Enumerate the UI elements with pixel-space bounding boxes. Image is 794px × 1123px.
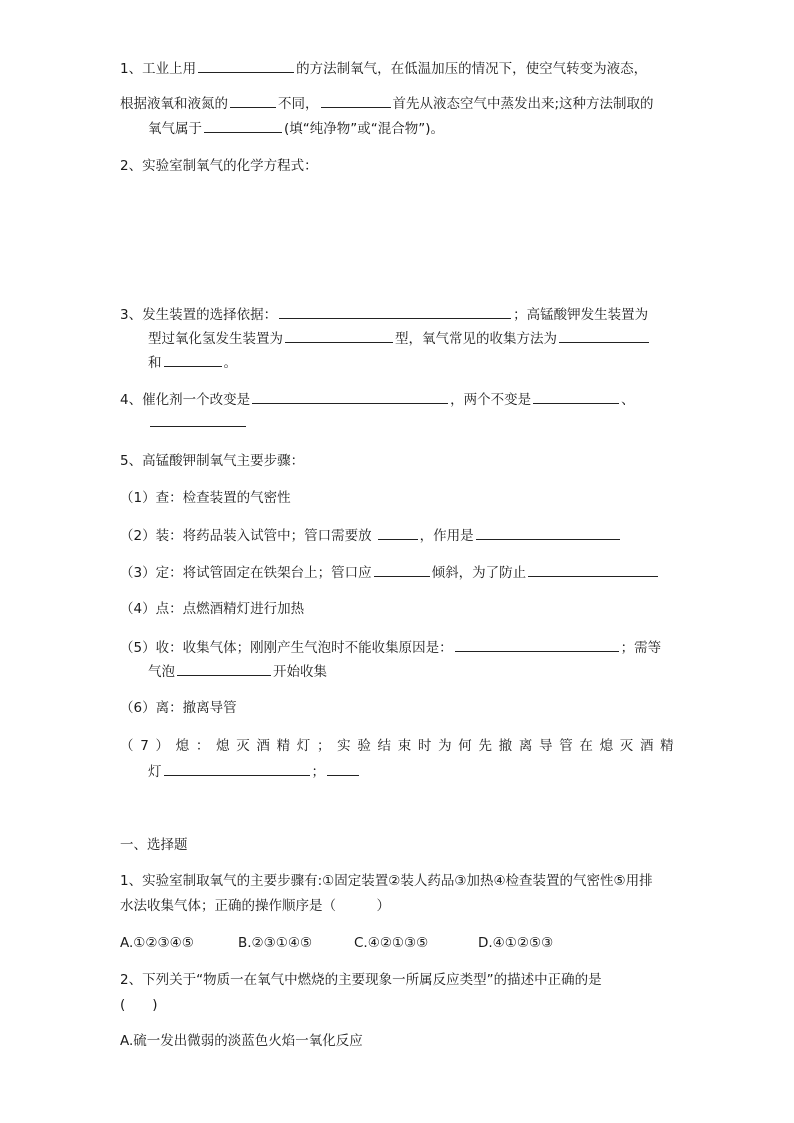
q5-blank-bubbles[interactable]	[177, 661, 271, 676]
q5-blank-reason[interactable]	[455, 637, 619, 652]
q5-step7-char: 熄	[216, 738, 230, 754]
q5-step7-text-b: 灯	[148, 764, 162, 780]
q5-step5-text-b: ；需等	[620, 640, 662, 656]
q5-step7-char: 酒	[256, 738, 270, 754]
q5-blank-extra[interactable]	[327, 761, 359, 776]
q3-text-b: ；高锰酸钾发生装置为	[513, 307, 649, 323]
q5-step5-line1	[120, 637, 661, 658]
q5-step2-text-b: ，作用是	[419, 528, 474, 544]
q5-step7-char: ）	[155, 738, 169, 754]
q5-step1	[120, 488, 291, 508]
q3-text-e: 和	[148, 355, 162, 371]
q5-blank-why[interactable]	[164, 761, 310, 776]
q3-text-a: 3、发生装置的选择依据：	[120, 307, 278, 323]
q1-text-e: 首先从液态空气中蒸发出来;这种方法制取的	[392, 96, 654, 112]
q1-text-f: 氧气属于	[148, 121, 202, 137]
q5-step7-char: 离	[518, 738, 533, 754]
mc1-option-c[interactable]: C.④②①③⑤	[354, 935, 429, 951]
q5-blank-purpose[interactable]	[476, 525, 620, 540]
q5-step7-line2	[148, 761, 361, 782]
q5-step6	[120, 698, 237, 718]
mc2-stem2-text: ( )	[120, 997, 158, 1013]
q1-line1	[120, 58, 647, 79]
mc2-option-a-line	[120, 1031, 363, 1051]
q2-text: 2、实验室制氧气的化学方程式：	[120, 158, 318, 174]
q5-step5-line2	[148, 661, 327, 682]
q5-step5-text-d: 开始收集	[273, 664, 327, 680]
q3-text-f: 。	[223, 355, 237, 371]
q5-step4	[120, 599, 304, 619]
q5-step3-text-a: （3）定：将试管固定在铁架台上；管口应	[120, 565, 372, 581]
mc1-options	[120, 933, 553, 953]
mc2-stem-line2	[120, 995, 158, 1015]
q3-text-d: 型，氧气常见的收集方法为	[395, 331, 557, 347]
q5-step5-text-c: 气泡	[148, 664, 175, 680]
mc1-stem1-text: 1、实验室制取氧气的主要步骤有:①固定装置②装人药品③加热④检查装置的气密性⑤用排	[120, 873, 653, 889]
q5-step6-text: （6）离：撤离导管	[120, 700, 237, 716]
q5-step2-text-a: （2）装：将药品装入试管中；管口需要放	[120, 528, 372, 544]
q5-step7-char: 精	[660, 738, 674, 754]
q5-step7-char: 精	[276, 738, 291, 754]
section-title	[120, 835, 188, 855]
q5-step7-char: 何	[458, 738, 472, 754]
q5-title	[120, 451, 304, 471]
q4-blank-change[interactable]	[252, 389, 448, 404]
q5-step7-char: 熄	[175, 738, 190, 754]
q4-line1	[120, 389, 635, 410]
q5-title-text: 5、高锰酸钾制氧气主要步骤：	[120, 453, 305, 469]
q4-blank-unchanged-2[interactable]	[150, 412, 246, 427]
q3-text-c: 型过氧化氢发生装置为	[148, 331, 283, 347]
q5-blank-prevent[interactable]	[528, 562, 658, 577]
q5-step7-char: 撤	[498, 738, 513, 754]
q5-step3-text-b: 倾斜，为了防止	[431, 565, 527, 581]
q5-step7-char: 为	[438, 738, 452, 754]
q5-step7-line1	[120, 736, 674, 756]
q5-step7-char: 酒	[639, 738, 654, 754]
mc1-stem-line1	[120, 871, 653, 891]
q3-blank-h2o2-type[interactable]	[285, 328, 393, 343]
q3-line2	[148, 328, 651, 349]
q4-blank-unchanged-1[interactable]	[533, 389, 619, 404]
q1-text-d: 不同，	[278, 96, 319, 112]
mc1-option-a[interactable]: A.①②③④⑤	[120, 935, 194, 951]
q3-blank-basis[interactable]	[279, 304, 511, 319]
q3-line3	[148, 352, 237, 373]
mc2-option-a[interactable]: A.硫一发出微弱的淡蓝色火焰一氧化反应	[120, 1033, 363, 1049]
q5-step7-char: 在	[579, 738, 593, 754]
q5-step7-char: 导	[539, 738, 553, 754]
mc1-option-d[interactable]: D.④①②⑤③	[478, 935, 554, 951]
mc1-stem-line2	[120, 896, 390, 916]
q1-blank-substance[interactable]	[321, 93, 391, 108]
q5-step7-char: 结	[377, 738, 392, 754]
q3-line1	[120, 304, 648, 325]
mc2-stem-line1	[120, 970, 602, 990]
q5-step7-char: 先	[478, 738, 492, 754]
q5-step7-char: 熄	[599, 738, 614, 754]
q3-blank-collect-1[interactable]	[559, 328, 649, 343]
q5-blank-cotton[interactable]	[378, 525, 418, 540]
q1-text-c: 根据液氧和液氮的	[120, 96, 228, 112]
q4-text-a: 4、催化剂一个改变是	[120, 392, 251, 408]
q2-line	[120, 156, 318, 176]
q4-text-b: ，两个不变是	[450, 392, 532, 408]
mc1-option-b[interactable]: B.②③①④⑤	[238, 935, 313, 951]
q4-text-c: 、	[621, 392, 635, 408]
q4-line2	[148, 412, 248, 433]
q5-step7-char: 灭	[619, 738, 634, 754]
q5-step7-char: ；	[316, 738, 331, 754]
q5-blank-tilt[interactable]	[374, 562, 430, 577]
q5-step1-text: （1）查：检查装置的气密性	[120, 490, 291, 506]
q1-line3	[148, 118, 444, 139]
q1-text-a: 1、工业上用	[120, 61, 197, 77]
q5-step7-char: 验	[357, 738, 371, 754]
mc2-stem1-text: 2、下列关于“物质一在氧气中燃烧的主要现象一所属反应类型”的描述中正确的是	[120, 972, 602, 988]
q1-text-g: (填“纯净物”或“混合物”)。	[284, 121, 445, 137]
q5-step7-char: 实	[337, 738, 351, 754]
q5-step7-char: ：	[195, 738, 210, 754]
q1-blank-classification[interactable]	[204, 118, 282, 133]
q5-step3	[120, 562, 660, 583]
q5-step2	[120, 525, 622, 546]
q5-step7-text-c: ；	[311, 764, 325, 780]
q5-step7-char: 灯	[296, 738, 311, 754]
q5-step7-char: 灭	[236, 738, 250, 754]
q3-blank-collect-2[interactable]	[164, 352, 222, 367]
section-title-text: 一、选择题	[120, 837, 188, 853]
q5-step7-char: 时	[417, 738, 432, 754]
q1-line2	[120, 93, 654, 114]
q1-blank-method[interactable]	[198, 58, 294, 73]
q1-blank-property[interactable]	[230, 93, 276, 108]
q5-step7-char: 管	[559, 738, 573, 754]
q5-step4-text: （4）点：点燃酒精灯进行加热	[120, 601, 305, 617]
q5-step7-char: （	[120, 738, 134, 754]
q5-step7-char: 束	[397, 738, 412, 754]
mc1-stem2-text: 水法收集气体；正确的操作顺序是（ ）	[120, 898, 390, 914]
q5-step7-char: 7	[140, 738, 149, 754]
q5-step5-text-a: （5）收：收集气体；刚刚产生气泡时不能收集原因是：	[120, 640, 453, 656]
q1-text-b: 的方法制氧气，在低温加压的情况下，使空气转变为液态，	[296, 61, 648, 77]
